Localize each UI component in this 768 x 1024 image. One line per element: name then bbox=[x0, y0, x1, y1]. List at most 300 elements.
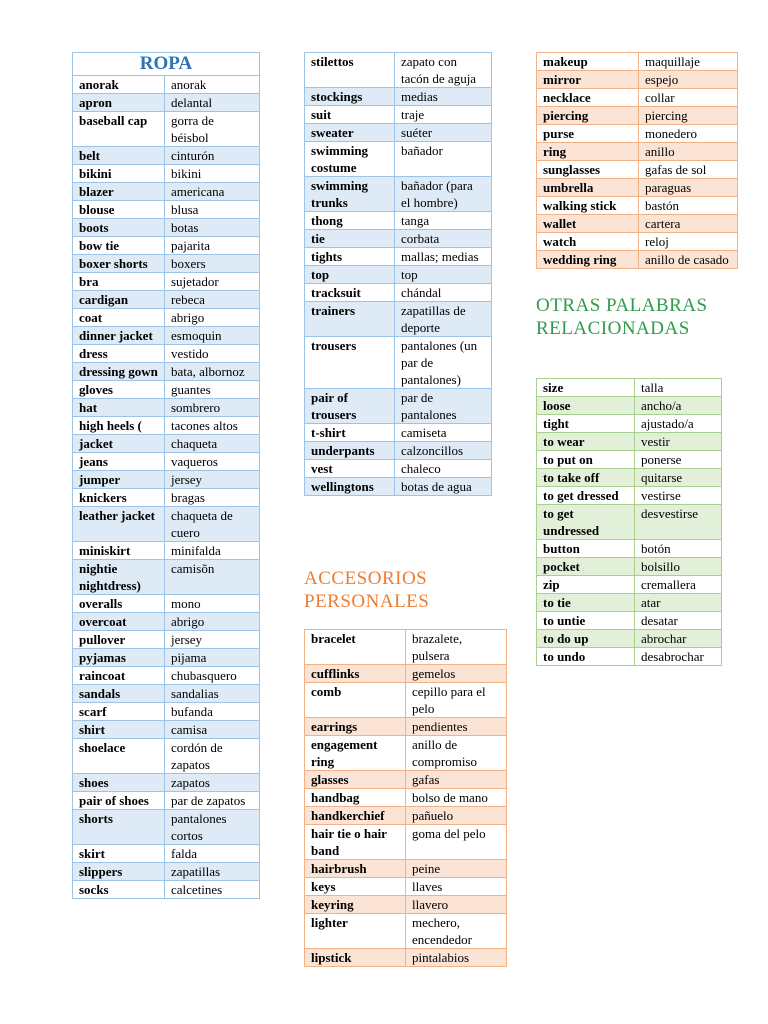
spanish-translation: medias bbox=[395, 88, 492, 106]
spanish-translation: rebeca bbox=[165, 291, 260, 309]
english-term: bikini bbox=[73, 165, 165, 183]
vocab-row bbox=[73, 845, 260, 863]
english-term: raincoat bbox=[73, 667, 165, 685]
english-term: bracelet bbox=[305, 630, 406, 665]
spanish-translation: blusa bbox=[165, 201, 260, 219]
spanish-translation: espejo bbox=[639, 71, 738, 89]
english-term: cardigan bbox=[73, 291, 165, 309]
spanish-translation: anorak bbox=[165, 76, 260, 94]
spanish-translation: bañador bbox=[395, 142, 492, 177]
vocab-row bbox=[537, 161, 738, 179]
english-term: piercing bbox=[537, 107, 639, 125]
english-term: belt bbox=[73, 147, 165, 165]
vocab-row bbox=[73, 703, 260, 721]
ropa-title: ROPA bbox=[73, 53, 260, 76]
spanish-translation: maquillaje bbox=[639, 53, 738, 71]
spanish-translation: cartera bbox=[639, 215, 738, 233]
vocab-row bbox=[73, 489, 260, 507]
english-term: bra bbox=[73, 273, 165, 291]
english-term: jumper bbox=[73, 471, 165, 489]
english-term: to put on bbox=[537, 451, 635, 469]
english-term: nightie nightdress) bbox=[73, 560, 165, 595]
vocab-row bbox=[537, 143, 738, 161]
english-term: skirt bbox=[73, 845, 165, 863]
spanish-translation: cordón de zapatos bbox=[165, 739, 260, 774]
english-term: to get undressed bbox=[537, 505, 635, 540]
spanish-translation: calcetines bbox=[165, 881, 260, 899]
english-term: overalls bbox=[73, 595, 165, 613]
vocab-row bbox=[73, 792, 260, 810]
spanish-translation: corbata bbox=[395, 230, 492, 248]
english-term: size bbox=[537, 379, 635, 397]
spanish-translation: sujetador bbox=[165, 273, 260, 291]
english-term: hair tie o hair band bbox=[305, 825, 406, 860]
english-term: to untie bbox=[537, 612, 635, 630]
spanish-translation: gorra de béisbol bbox=[165, 112, 260, 147]
spanish-translation: suéter bbox=[395, 124, 492, 142]
spanish-translation: tanga bbox=[395, 212, 492, 230]
vocab-row bbox=[73, 507, 260, 542]
english-term: stockings bbox=[305, 88, 395, 106]
spanish-translation: botas de agua bbox=[395, 478, 492, 496]
vocab-row bbox=[537, 487, 722, 505]
english-term: handbag bbox=[305, 789, 406, 807]
english-term: keys bbox=[305, 878, 406, 896]
vocab-row bbox=[73, 560, 260, 595]
english-term: blazer bbox=[73, 183, 165, 201]
english-term: swimming trunks bbox=[305, 177, 395, 212]
vocab-row bbox=[537, 648, 722, 666]
spanish-translation: chubasquero bbox=[165, 667, 260, 685]
english-term: makeup bbox=[537, 53, 639, 71]
spanish-translation: pendientes bbox=[406, 718, 507, 736]
spanish-translation: botón bbox=[635, 540, 722, 558]
vocab-row bbox=[305, 825, 507, 860]
vocab-row bbox=[73, 863, 260, 881]
vocab-row bbox=[305, 124, 492, 142]
english-term: lighter bbox=[305, 914, 406, 949]
spanish-translation: esmoquin bbox=[165, 327, 260, 345]
vocab-row bbox=[537, 233, 738, 251]
vocab-row bbox=[73, 471, 260, 489]
vocab-row bbox=[537, 433, 722, 451]
english-term: bow tie bbox=[73, 237, 165, 255]
spanish-translation: tacones altos bbox=[165, 417, 260, 435]
english-term: purse bbox=[537, 125, 639, 143]
vocab-row bbox=[73, 417, 260, 435]
english-term: suit bbox=[305, 106, 395, 124]
vocab-row bbox=[73, 183, 260, 201]
spanish-translation: atar bbox=[635, 594, 722, 612]
vocab-row bbox=[73, 345, 260, 363]
vocab-row bbox=[305, 266, 492, 284]
vocab-row bbox=[73, 363, 260, 381]
vocab-row bbox=[305, 807, 507, 825]
english-term: sweater bbox=[305, 124, 395, 142]
vocab-row bbox=[73, 255, 260, 273]
vocab-row bbox=[305, 142, 492, 177]
vocab-row bbox=[305, 860, 507, 878]
spanish-translation: gafas de sol bbox=[639, 161, 738, 179]
spanish-translation: anillo de casado bbox=[639, 251, 738, 269]
english-term: keyring bbox=[305, 896, 406, 914]
spanish-translation: collar bbox=[639, 89, 738, 107]
spanish-translation: camisõn bbox=[165, 560, 260, 595]
vocab-row bbox=[73, 667, 260, 685]
english-term: engagement ring bbox=[305, 736, 406, 771]
ropa-title-row bbox=[73, 53, 260, 76]
english-term: jacket bbox=[73, 435, 165, 453]
english-term: earrings bbox=[305, 718, 406, 736]
vocab-row bbox=[73, 685, 260, 703]
accesorios-table bbox=[304, 629, 507, 967]
vocab-row bbox=[305, 630, 507, 665]
english-term: overcoat bbox=[73, 613, 165, 631]
english-term: trousers bbox=[305, 337, 395, 389]
vocab-row bbox=[73, 309, 260, 327]
vocab-row bbox=[73, 147, 260, 165]
vocab-row bbox=[305, 460, 492, 478]
spanish-translation: sombrero bbox=[165, 399, 260, 417]
english-term: lipstick bbox=[305, 949, 406, 967]
vocab-row bbox=[305, 389, 492, 424]
vocab-row bbox=[305, 212, 492, 230]
accesorios-title: ACCESORIOS PERSONALES bbox=[304, 568, 430, 612]
spanish-translation: abrigo bbox=[165, 309, 260, 327]
english-term: walking stick bbox=[537, 197, 639, 215]
vocab-row bbox=[305, 718, 507, 736]
vocab-row bbox=[305, 914, 507, 949]
spanish-translation: chándal bbox=[395, 284, 492, 302]
english-term: sandals bbox=[73, 685, 165, 703]
spanish-translation: paraguas bbox=[639, 179, 738, 197]
english-term: mirror bbox=[537, 71, 639, 89]
vocab-row bbox=[305, 949, 507, 967]
english-term: shoelace bbox=[73, 739, 165, 774]
english-term: dinner jacket bbox=[73, 327, 165, 345]
spanish-translation: bañador (para el hombre) bbox=[395, 177, 492, 212]
vocab-row bbox=[73, 595, 260, 613]
vocab-row bbox=[73, 613, 260, 631]
spanish-translation: par de zapatos bbox=[165, 792, 260, 810]
english-term: pocket bbox=[537, 558, 635, 576]
vocab-row bbox=[537, 612, 722, 630]
vocab-row bbox=[73, 76, 260, 94]
spanish-translation: pajarita bbox=[165, 237, 260, 255]
vocab-row bbox=[305, 424, 492, 442]
spanish-translation: delantal bbox=[165, 94, 260, 112]
vocab-row bbox=[537, 451, 722, 469]
english-term: apron bbox=[73, 94, 165, 112]
english-term: button bbox=[537, 540, 635, 558]
spanish-translation: cinturón bbox=[165, 147, 260, 165]
spanish-translation: bastón bbox=[639, 197, 738, 215]
vocab-row bbox=[537, 179, 738, 197]
vocab-row bbox=[537, 415, 722, 433]
vocab-row bbox=[73, 219, 260, 237]
english-term: to do up bbox=[537, 630, 635, 648]
vocab-row bbox=[73, 542, 260, 560]
vocab-row bbox=[537, 379, 722, 397]
spanish-translation: vestir bbox=[635, 433, 722, 451]
english-term: blouse bbox=[73, 201, 165, 219]
vocab-row bbox=[305, 442, 492, 460]
english-term: hairbrush bbox=[305, 860, 406, 878]
spanish-translation: quitarse bbox=[635, 469, 722, 487]
spanish-translation: llaves bbox=[406, 878, 507, 896]
spanish-translation: abrigo bbox=[165, 613, 260, 631]
vocab-row bbox=[305, 771, 507, 789]
vocab-row bbox=[537, 89, 738, 107]
vocab-row bbox=[537, 107, 738, 125]
spanish-translation: minifalda bbox=[165, 542, 260, 560]
spanish-translation: sandalias bbox=[165, 685, 260, 703]
english-term: pair of trousers bbox=[305, 389, 395, 424]
english-term: tight bbox=[537, 415, 635, 433]
spanish-translation: peine bbox=[406, 860, 507, 878]
vocab-row bbox=[73, 273, 260, 291]
spanish-translation: pantalones (un par de pantalones) bbox=[395, 337, 492, 389]
vocab-row bbox=[305, 896, 507, 914]
spanish-translation: bragas bbox=[165, 489, 260, 507]
vocab-row bbox=[537, 251, 738, 269]
vocab-row bbox=[537, 215, 738, 233]
english-term: watch bbox=[537, 233, 639, 251]
english-term: boots bbox=[73, 219, 165, 237]
spanish-translation: chaqueta bbox=[165, 435, 260, 453]
vocab-row bbox=[305, 337, 492, 389]
english-term: tie bbox=[305, 230, 395, 248]
spanish-translation: vaqueros bbox=[165, 453, 260, 471]
spanish-translation: anillo bbox=[639, 143, 738, 161]
spanish-translation: vestirse bbox=[635, 487, 722, 505]
vocab-row bbox=[537, 630, 722, 648]
spanish-translation: mallas; medias bbox=[395, 248, 492, 266]
spanish-translation: chaleco bbox=[395, 460, 492, 478]
english-term: shorts bbox=[73, 810, 165, 845]
spanish-translation: guantes bbox=[165, 381, 260, 399]
english-term: miniskirt bbox=[73, 542, 165, 560]
english-term: slippers bbox=[73, 863, 165, 881]
english-term: swimming costume bbox=[305, 142, 395, 177]
english-term: baseball cap bbox=[73, 112, 165, 147]
english-term: to take off bbox=[537, 469, 635, 487]
vocab-row bbox=[305, 302, 492, 337]
vocab-row bbox=[305, 789, 507, 807]
spanish-translation: llavero bbox=[406, 896, 507, 914]
spanish-translation: traje bbox=[395, 106, 492, 124]
spanish-translation: top bbox=[395, 266, 492, 284]
english-term: knickers bbox=[73, 489, 165, 507]
vocab-row bbox=[73, 381, 260, 399]
vocab-row bbox=[305, 53, 492, 88]
english-term: to wear bbox=[537, 433, 635, 451]
spanish-translation: jersey bbox=[165, 631, 260, 649]
spanish-translation: mono bbox=[165, 595, 260, 613]
spanish-translation: zapatillas bbox=[165, 863, 260, 881]
vocab-row bbox=[537, 594, 722, 612]
vocab-row bbox=[73, 112, 260, 147]
ropa-table bbox=[72, 52, 260, 899]
spanish-translation: zapatillas de deporte bbox=[395, 302, 492, 337]
english-term: thong bbox=[305, 212, 395, 230]
vocab-row bbox=[73, 649, 260, 667]
english-term: cufflinks bbox=[305, 665, 406, 683]
vocab-row bbox=[73, 94, 260, 112]
spanish-translation: monedero bbox=[639, 125, 738, 143]
spanish-translation: bufanda bbox=[165, 703, 260, 721]
english-term: glasses bbox=[305, 771, 406, 789]
spanish-translation: desabrochar bbox=[635, 648, 722, 666]
spanish-translation: americana bbox=[165, 183, 260, 201]
english-term: t-shirt bbox=[305, 424, 395, 442]
english-term: wellingtons bbox=[305, 478, 395, 496]
vocab-row bbox=[73, 435, 260, 453]
spanish-translation: botas bbox=[165, 219, 260, 237]
vocab-row bbox=[537, 397, 722, 415]
english-term: trainers bbox=[305, 302, 395, 337]
vocab-row bbox=[537, 71, 738, 89]
otras-palabras-title: OTRAS PALABRAS RELACIONADAS bbox=[536, 295, 708, 339]
english-term: ring bbox=[537, 143, 639, 161]
spanish-translation: ajustado/a bbox=[635, 415, 722, 433]
spanish-translation: camiseta bbox=[395, 424, 492, 442]
spanish-translation: reloj bbox=[639, 233, 738, 251]
vocab-row bbox=[537, 576, 722, 594]
vocab-row bbox=[537, 197, 738, 215]
english-term: coat bbox=[73, 309, 165, 327]
english-term: vest bbox=[305, 460, 395, 478]
english-term: leather jacket bbox=[73, 507, 165, 542]
vocab-row bbox=[305, 88, 492, 106]
spanish-translation: boxers bbox=[165, 255, 260, 273]
spanish-translation: pintalabios bbox=[406, 949, 507, 967]
english-term: loose bbox=[537, 397, 635, 415]
vocab-row bbox=[305, 878, 507, 896]
spanish-translation: gemelos bbox=[406, 665, 507, 683]
english-term: scarf bbox=[73, 703, 165, 721]
spanish-translation: vestido bbox=[165, 345, 260, 363]
english-term: umbrella bbox=[537, 179, 639, 197]
english-term: pyjamas bbox=[73, 649, 165, 667]
spanish-translation: goma del pelo bbox=[406, 825, 507, 860]
otras-palabras-table bbox=[536, 378, 722, 666]
vocab-row bbox=[73, 165, 260, 183]
accesorios-continued-table bbox=[536, 52, 738, 269]
spanish-translation: pijama bbox=[165, 649, 260, 667]
english-term: tights bbox=[305, 248, 395, 266]
vocab-row bbox=[73, 631, 260, 649]
english-term: shirt bbox=[73, 721, 165, 739]
spanish-translation: mechero, encendedor bbox=[406, 914, 507, 949]
english-term: to tie bbox=[537, 594, 635, 612]
spanish-translation: bolso de mano bbox=[406, 789, 507, 807]
vocab-row bbox=[73, 399, 260, 417]
spanish-translation: pantalones cortos bbox=[165, 810, 260, 845]
english-term: high heels ( bbox=[73, 417, 165, 435]
vocab-row bbox=[305, 284, 492, 302]
vocab-row bbox=[73, 453, 260, 471]
vocab-row bbox=[537, 469, 722, 487]
vocab-row bbox=[73, 721, 260, 739]
vocab-row bbox=[73, 291, 260, 309]
english-term: wedding ring bbox=[537, 251, 639, 269]
english-term: socks bbox=[73, 881, 165, 899]
vocab-row bbox=[73, 201, 260, 219]
english-term: gloves bbox=[73, 381, 165, 399]
vocab-row bbox=[537, 53, 738, 71]
english-term: hat bbox=[73, 399, 165, 417]
english-term: sunglasses bbox=[537, 161, 639, 179]
spanish-translation: pañuelo bbox=[406, 807, 507, 825]
spanish-translation: cepillo para el pelo bbox=[406, 683, 507, 718]
vocab-row bbox=[73, 739, 260, 774]
spanish-translation: calzoncillos bbox=[395, 442, 492, 460]
spanish-translation: gafas bbox=[406, 771, 507, 789]
spanish-translation: ancho/a bbox=[635, 397, 722, 415]
english-term: dress bbox=[73, 345, 165, 363]
vocab-row bbox=[305, 665, 507, 683]
spanish-translation: chaqueta de cuero bbox=[165, 507, 260, 542]
spanish-translation: bikini bbox=[165, 165, 260, 183]
spanish-translation: ponerse bbox=[635, 451, 722, 469]
spanish-translation: piercing bbox=[639, 107, 738, 125]
vocab-row bbox=[305, 248, 492, 266]
spanish-translation: talla bbox=[635, 379, 722, 397]
vocab-row bbox=[73, 774, 260, 792]
english-term: tracksuit bbox=[305, 284, 395, 302]
spanish-translation: desvestirse bbox=[635, 505, 722, 540]
vocab-row bbox=[305, 230, 492, 248]
english-term: boxer shorts bbox=[73, 255, 165, 273]
ropa-continued-table bbox=[304, 52, 492, 496]
english-term: to get dressed bbox=[537, 487, 635, 505]
spanish-translation: falda bbox=[165, 845, 260, 863]
spanish-translation: desatar bbox=[635, 612, 722, 630]
vocab-row bbox=[305, 683, 507, 718]
english-term: stilettos bbox=[305, 53, 395, 88]
vocab-row bbox=[73, 881, 260, 899]
spanish-translation: bolsillo bbox=[635, 558, 722, 576]
vocab-row bbox=[73, 810, 260, 845]
english-term: handkerchief bbox=[305, 807, 406, 825]
vocab-row bbox=[305, 736, 507, 771]
spanish-translation: jersey bbox=[165, 471, 260, 489]
english-term: comb bbox=[305, 683, 406, 718]
english-term: pair of shoes bbox=[73, 792, 165, 810]
spanish-translation: anillo de compromiso bbox=[406, 736, 507, 771]
vocab-row bbox=[537, 505, 722, 540]
english-term: shoes bbox=[73, 774, 165, 792]
vocab-row bbox=[73, 327, 260, 345]
english-term: dressing gown bbox=[73, 363, 165, 381]
spanish-translation: zapatos bbox=[165, 774, 260, 792]
english-term: underpants bbox=[305, 442, 395, 460]
spanish-translation: brazalete, pulsera bbox=[406, 630, 507, 665]
english-term: to undo bbox=[537, 648, 635, 666]
english-term: necklace bbox=[537, 89, 639, 107]
vocab-row bbox=[537, 558, 722, 576]
vocab-row bbox=[305, 106, 492, 124]
english-term: pullover bbox=[73, 631, 165, 649]
vocab-row bbox=[305, 478, 492, 496]
spanish-translation: bata, albornoz bbox=[165, 363, 260, 381]
spanish-translation: cremallera bbox=[635, 576, 722, 594]
spanish-translation: zapato con tacón de aguja bbox=[395, 53, 492, 88]
english-term: top bbox=[305, 266, 395, 284]
english-term: wallet bbox=[537, 215, 639, 233]
spanish-translation: abrochar bbox=[635, 630, 722, 648]
